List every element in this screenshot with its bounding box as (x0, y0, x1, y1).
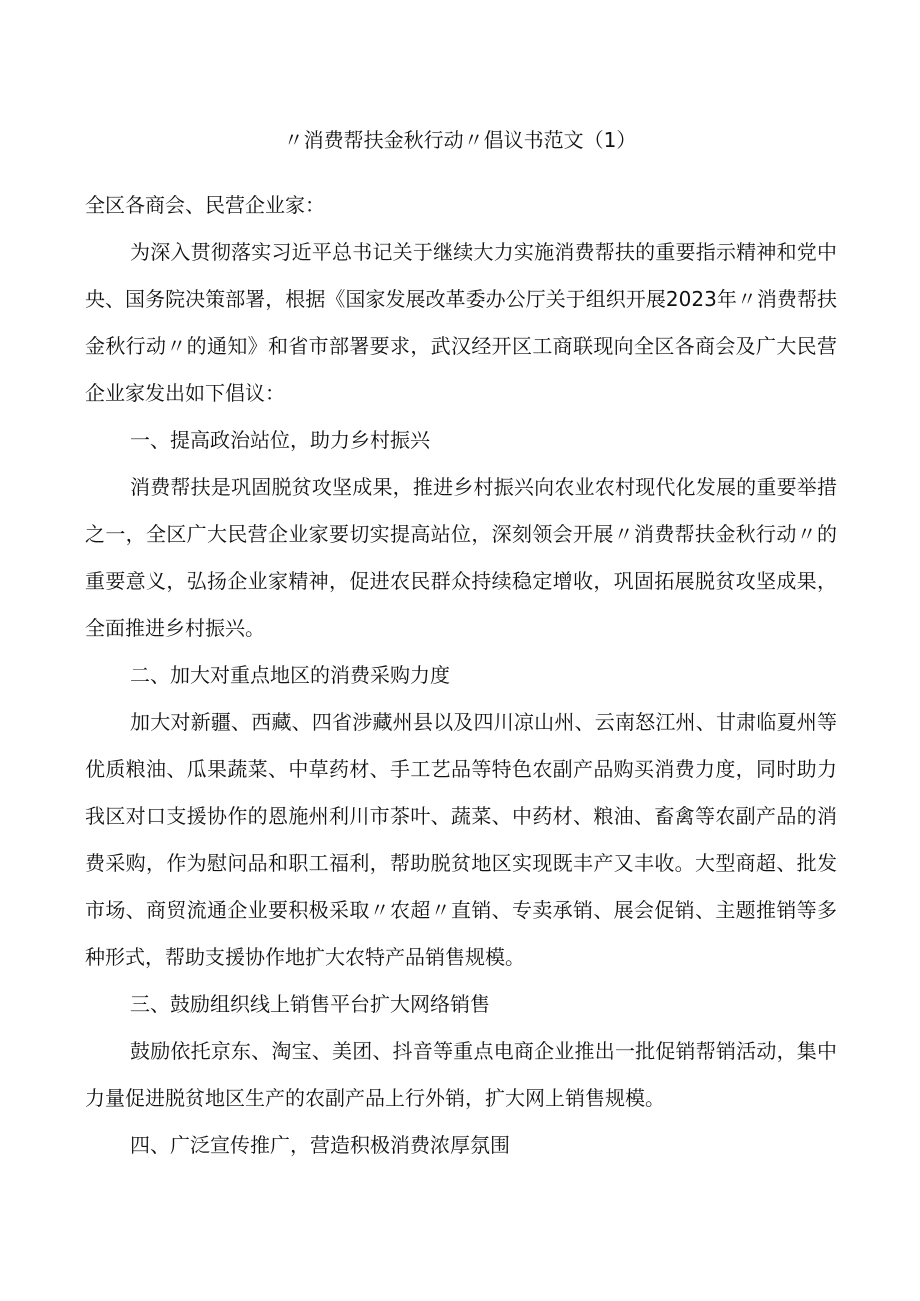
section-1-heading: 一、提高政治站位，助力乡村振兴 (130, 428, 430, 452)
section-1-paragraph: 消费帮扶是巩固脱贫攻坚成果，推进乡村振兴向农业农村现代化发展的重要举措之一，全区广大民营企业家要切实提高站位，深刻领会开展〃消费帮扶金秋行动〃的重要意义，弘扬企业家精神，促进农民群众持续稳定增收，巩固拓展脱贫攻坚成果，全面推进乡村振兴。 (85, 475, 837, 640)
section-3-heading: 三、鼓励组织线上销售平台扩大网络销售 (130, 992, 490, 1016)
document-body (85, 182, 837, 1169)
section-3-paragraph: 鼓励依托京东、淘宝、美团、抖音等重点电商企业推出一批促销帮销活动，集中力量促进脱贫地区生产的农副产品上行外销，扩大网上销售规模。 (85, 1039, 837, 1110)
section-2-heading: 二、加大对重点地区的消费采购力度 (130, 663, 450, 687)
intro-paragraph: 为深入贯彻落实习近平总书记关于继续大力实施消费帮扶的重要指示精神和党中央、国务院决策部署，根据《国家发展改革委办公厅关于组织开展2023年〃消费帮扶金秋行动〃的通知》和省市部署要求，武汉经开区工商联现向全区各商会及广大民营企业家发出如下倡议： (85, 240, 837, 405)
section-4-heading: 四、广泛宣传推广，营造积极消费浓厚氛围 (130, 1133, 510, 1157)
document-title: 〃消费帮扶金秋行动〃倡议书范文（1） (283, 128, 637, 152)
section-2-paragraph: 加大对新疆、西藏、四省涉藏州县以及四川凉山州、云南怒江州、甘肃临夏州等优质粮油、瓜果蔬菜、中草药材、手工艺品等特色农副产品购买消费力度，同时助力我区对口支援协作的恩施州利川市茶叶、蔬菜、中药材、粮油、畜禽等农副产品的消费采购，作为慰问品和职工福利，帮助脱贫地区实现既丰产又丰收。大型商超、批发市场、商贸流通企业要积极采取〃农超〃直销、专卖承销、展会促销、主题推销等多种形式，帮助支援协作地扩大农特产品销售规模。 (85, 710, 837, 969)
salutation: 全区各商会、民营企业家： (85, 193, 325, 217)
